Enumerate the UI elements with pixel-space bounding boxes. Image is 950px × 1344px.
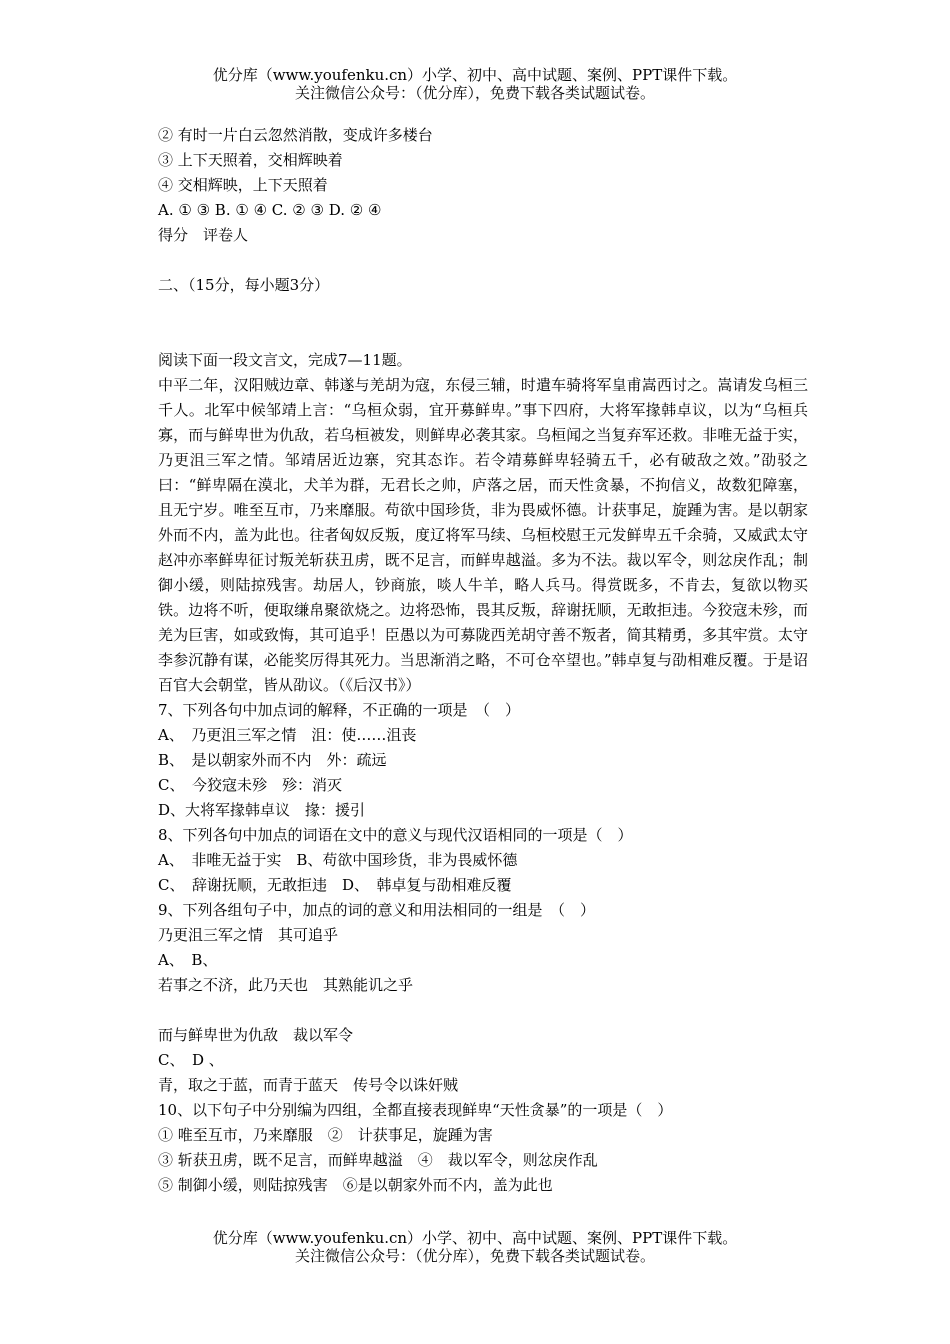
document-body (158, 123, 808, 1198)
q6-option-3: ③ 上下天照着，交相辉映着 (158, 151, 343, 169)
q8-options-ab: A、 非唯无益于实 B、苟欲中国珍货，非为畏威怀德 (158, 851, 518, 869)
q8-stem: 8、下列各句中加点的词语在文中的意义与现代汉语相同的一项是（ ） (158, 826, 633, 844)
q9-pair-4: 青，取之于蓝，而青于蓝天 传号令以诛奸贼 (158, 1076, 459, 1094)
q8-options-cd: C、 辞谢抚顺，无敢拒违 D、 韩卓复与劭相难反覆 (158, 876, 512, 894)
q9-labels-cd: C、 D 、 (158, 1051, 224, 1069)
q6-option-4: ④ 交相辉映，上下天照着 (158, 176, 328, 194)
q9-pair-1: 乃更沮三军之情 其可追乎 (158, 926, 339, 944)
q7-option-c: C、 今狡寇未殄 殄：消灭 (158, 776, 342, 794)
q9-labels-ab: A、 B、 (158, 951, 218, 969)
q6-choices: A. ① ③ B. ① ④ C. ② ③ D. ② ④ (158, 201, 382, 219)
header-line-1: 优分库（www.youfenku.cn）小学、初中、高中试题、案例、PPT课件下载。 (212, 66, 738, 84)
page-header (0, 66, 950, 102)
section-2-title: 二、（15分，每小题3分） (158, 276, 330, 294)
page-footer (0, 1229, 950, 1265)
classical-passage: 中平二年，汉阳贼边章、韩遂与羌胡为寇，东侵三辅，时遣车骑将军皇甫嵩西讨之。嵩请发乌桓三千人。北军中候邹靖上言：“乌桓众弱，宜开募鲜卑。”事下四府，大将军掾韩卓议，以为“乌桓兵寡，而与鲜卑世为仇敌，若乌桓被发，则鲜卑必袭其家。乌桓闻之当复弃军还救。非唯无益于实，乃更沮三军之情。邹靖居近边寨，究其态诈。若令靖募鲜卑轻骑五千，必有破敌之效。”劭驳之曰：“鲜卑隔在漠北，犬羊为群，无君长之帅，庐落之居，而天性贪暴，不拘信义，故数犯障塞，且无宁岁。唯至互市，乃来靡服。苟欲中国珍货，非为畏威怀德。计获事足，旋踵为害。是以朝家外而不内，盖为此也。往者匈奴反叛，度辽将军马续、乌桓校慰王元发鲜卑五千余骑，又威武太守赵冲亦率鲜卑征讨叛羌斩获丑虏，既不足言，而鲜卑越溢。多为不法。裁以军令，则忿戾作乱；制御小缓，则陆掠残害。劫居人，钞商旅，啖人牛羊，略人兵马。得赏既多，不肯去，复欲以物买铁。边将不听，便取缣帛聚欲烧之。边将恐怖，畏其反叛，辞谢抚顺，无敢拒违。今狡寇未殄，而羌为巨害，如或致悔，其可追乎！臣愚以为可募陇西羌胡守善不叛者，简其精勇，多其牢赏。太守李参沉静有谋，必能奖厉得其死力。当思渐消之略，不可仓卒望也。”韩卓复与劭相难反覆。于是诏百官大会朝堂，皆从劭议。（《后汉书》） (158, 376, 808, 694)
score-label: 得分 评卷人 (158, 226, 249, 244)
q10-row-2: ③ 斩获丑虏，既不足言，而鲜卑越溢 ④ 裁以军令，则忿戾作乱 (158, 1151, 598, 1169)
q7-stem: 7、下列各句中加点词的解释，不正确的一项是 （ ） (158, 701, 521, 719)
q6-option-2: ② 有时一片白云忽然消散，变成许多楼台 (158, 126, 433, 144)
q7-option-b: B、 是以朝家外而不内 外：疏远 (158, 751, 387, 769)
q7-option-a: A、 乃更沮三军之情 沮：使……沮丧 (158, 726, 417, 744)
reading-instruction: 阅读下面一段文言文，完成7—11题。 (158, 351, 412, 369)
header-line-2: 关注微信公众号：（优分库），免费下载各类试题试卷。 (294, 84, 655, 102)
q9-pair-3: 而与鲜卑世为仇敌 裁以军令 (158, 1026, 354, 1044)
footer-line-2: 关注微信公众号：（优分库），免费下载各类试题试卷。 (294, 1247, 655, 1265)
footer-line-1: 优分库（www.youfenku.cn）小学、初中、高中试题、案例、PPT课件下载。 (212, 1229, 738, 1247)
q10-row-1: ① 唯至互市，乃来靡服 ② 计获事足，旋踵为害 (158, 1126, 493, 1144)
q7-option-d: D、大将军掾韩卓议 掾：援引 (158, 801, 366, 819)
q9-stem: 9、下列各组句子中，加点的词的意义和用法相同的一组是 （ ） (158, 901, 596, 919)
q9-pair-2: 若事之不济，此乃天也 其熟能讥之乎 (158, 976, 414, 994)
q10-row-3: ⑤ 制御小缓，则陆掠残害 ⑥是以朝家外而不内，盖为此也 (158, 1176, 553, 1194)
q10-stem: 10、以下句子中分别编为四组，全都直接表现鲜卑“天性贪暴”的一项是（ ） (158, 1101, 673, 1119)
